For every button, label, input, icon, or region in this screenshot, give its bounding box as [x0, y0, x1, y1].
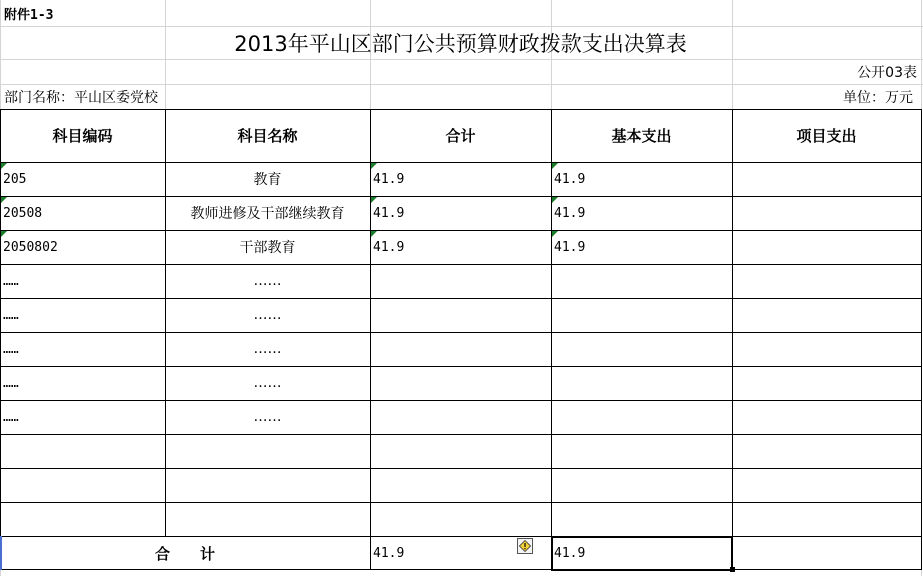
table-cell-total[interactable] [370, 502, 551, 536]
header-total[interactable]: 合计 [445, 127, 476, 145]
table-border [0, 468, 922, 469]
table-cell-code[interactable]: …… [3, 341, 19, 357]
table-cell-code[interactable]: …… [3, 409, 19, 425]
table-cell-name[interactable]: …… [253, 273, 282, 289]
table-cell-name[interactable]: 干部教育 [239, 240, 296, 256]
table-cell-code[interactable]: 20508 [3, 205, 43, 221]
table-border [0, 400, 922, 401]
page-title[interactable]: 2013年平山区部门公共预算财政拨款支出决算表 [234, 31, 687, 56]
table-cell-project[interactable] [732, 162, 921, 196]
green-triangle-icon [1, 231, 7, 237]
green-triangle-icon [552, 231, 558, 237]
table-border [0, 109, 922, 110]
table-cell-name[interactable]: …… [253, 409, 282, 425]
table-cell-project[interactable] [732, 434, 921, 468]
table-cell-name[interactable] [165, 502, 370, 536]
green-triangle-icon [371, 231, 377, 237]
table-cell-total[interactable] [370, 434, 551, 468]
table-border [0, 569, 922, 570]
table-cell-name[interactable] [165, 468, 370, 502]
table-cell-total[interactable] [370, 298, 551, 332]
department-name[interactable]: 部门名称：平山区委党校 [4, 89, 158, 106]
table-border [0, 109, 1, 570]
table-border [0, 264, 922, 265]
row-edge-marker [0, 536, 2, 570]
table-cell-basic[interactable] [551, 264, 732, 298]
table-cell-project[interactable] [732, 468, 921, 502]
table-border [0, 434, 922, 435]
table-cell-project[interactable] [732, 366, 921, 400]
header-project-expense[interactable]: 项目支出 [796, 127, 857, 145]
table-border [551, 109, 552, 570]
table-cell-project[interactable] [732, 332, 921, 366]
table-cell-basic[interactable] [551, 468, 732, 502]
table-border [921, 109, 922, 570]
table-border [0, 162, 922, 163]
attachment-label[interactable]: 附件1-3 [4, 7, 54, 23]
table-cell-basic[interactable] [551, 434, 732, 468]
active-cell-selection[interactable] [551, 536, 733, 571]
table-border [0, 536, 922, 537]
header-basic-expense[interactable]: 基本支出 [611, 127, 672, 145]
green-triangle-icon [552, 163, 558, 169]
table-cell-project[interactable] [732, 230, 921, 264]
table-cell-total[interactable] [370, 264, 551, 298]
table-border [732, 109, 733, 570]
header-subject-code[interactable]: 科目编码 [52, 127, 113, 145]
table-cell-basic[interactable]: 41.9 [554, 171, 586, 187]
table-cell-basic[interactable] [551, 502, 732, 536]
total-row-total[interactable]: 41.9 [373, 545, 405, 561]
unit-label[interactable]: 单位：万元 [843, 89, 913, 106]
table-cell-total[interactable]: 41.9 [373, 205, 405, 221]
table-cell-total[interactable]: 41.9 [373, 239, 405, 255]
total-row-project[interactable] [732, 536, 921, 570]
table-border [0, 332, 922, 333]
table-cell-total[interactable] [370, 400, 551, 434]
green-triangle-icon [1, 197, 7, 203]
table-cell-code[interactable] [0, 502, 165, 536]
green-triangle-icon [371, 163, 377, 169]
table-cell-code[interactable]: …… [3, 375, 19, 391]
table-cell-code[interactable]: …… [3, 273, 19, 289]
green-triangle-icon [552, 197, 558, 203]
table-cell-basic[interactable] [551, 366, 732, 400]
table-cell-code[interactable]: …… [3, 307, 19, 323]
total-row-basic[interactable]: 41.9 [554, 545, 586, 561]
warning-diamond-icon[interactable] [517, 538, 533, 554]
table-cell-total[interactable] [370, 366, 551, 400]
table-border [0, 230, 922, 231]
table-cell-name[interactable]: 教师进修及干部继续教育 [190, 206, 345, 222]
table-cell-code[interactable]: 205 [3, 171, 27, 187]
table-cell-name[interactable] [165, 434, 370, 468]
header-subject-name[interactable]: 科目名称 [237, 127, 298, 145]
table-cell-code[interactable] [0, 468, 165, 502]
table-cell-total[interactable] [370, 468, 551, 502]
table-cell-total[interactable]: 41.9 [373, 171, 405, 187]
table-border [370, 109, 371, 570]
green-triangle-icon [371, 197, 377, 203]
table-border [0, 196, 922, 197]
green-triangle-icon [1, 163, 7, 169]
table-cell-basic[interactable]: 41.9 [554, 239, 586, 255]
table-cell-code[interactable]: 2050802 [3, 239, 58, 255]
fill-handle[interactable] [730, 567, 735, 572]
table-cell-project[interactable] [732, 400, 921, 434]
table-cell-name[interactable]: 教育 [253, 172, 282, 188]
table-cell-project[interactable] [732, 264, 921, 298]
table-cell-basic[interactable] [551, 332, 732, 366]
table-border [0, 502, 922, 503]
table-cell-project[interactable] [732, 196, 921, 230]
table-cell-code[interactable] [0, 434, 165, 468]
table-border [165, 109, 166, 536]
table-code[interactable]: 公开03表 [857, 64, 917, 81]
table-cell-name[interactable]: …… [253, 341, 282, 357]
table-border [0, 298, 922, 299]
table-cell-basic[interactable]: 41.9 [554, 205, 586, 221]
table-border [0, 366, 922, 367]
table-cell-project[interactable] [732, 298, 921, 332]
table-cell-basic[interactable] [551, 298, 732, 332]
total-row-label[interactable]: 合 计 [154, 544, 215, 563]
table-cell-name[interactable]: …… [253, 307, 282, 323]
table-cell-basic[interactable] [551, 400, 732, 434]
table-cell-project[interactable] [732, 502, 921, 536]
table-cell-total[interactable] [370, 332, 551, 366]
table-cell-name[interactable]: …… [253, 375, 282, 391]
